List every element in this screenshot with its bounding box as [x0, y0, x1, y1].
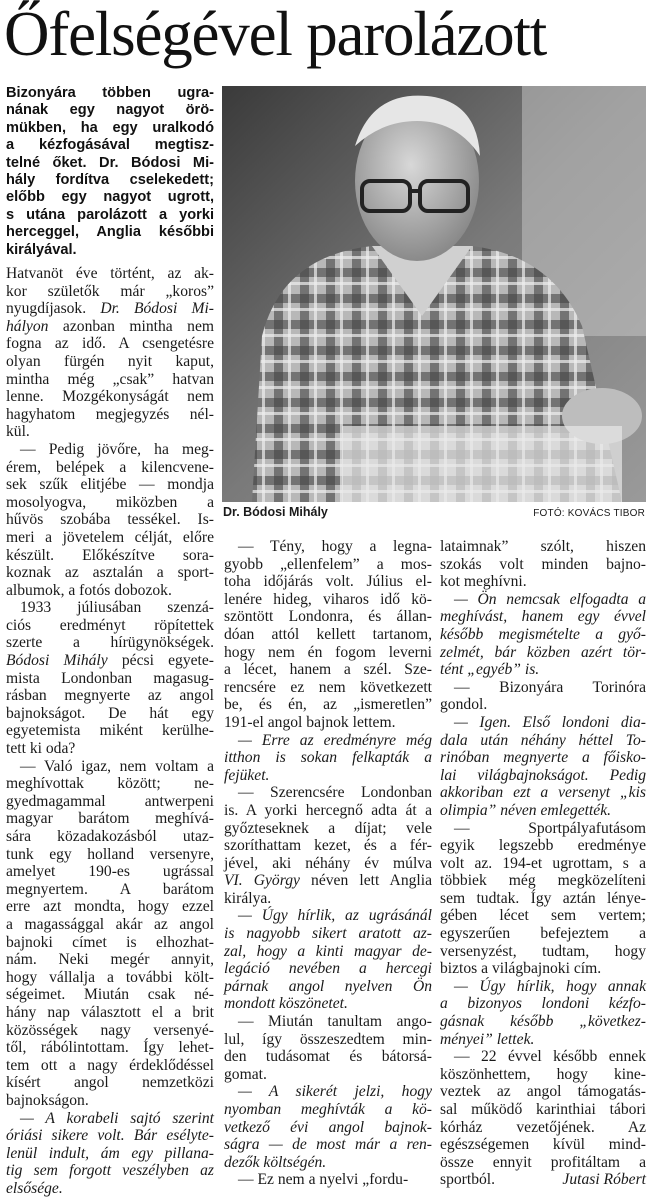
- text-line: [6, 371, 214, 389]
- text-run: den tudásomat és bátorsá-: [224, 1048, 432, 1066]
- text-line: [6, 1057, 214, 1075]
- text-run: tént „egyéb” is.: [440, 661, 540, 679]
- text-line: [224, 1083, 432, 1101]
- text-run: is nagyobb sikert aratott az-: [224, 925, 432, 943]
- lead-line: előbb egy nagyot ugrott,: [6, 189, 214, 206]
- text-line: [224, 591, 432, 609]
- text-line: [224, 855, 432, 873]
- text-run: — A sikerét jelzi, hogy: [238, 1083, 432, 1101]
- text-line: [6, 1145, 214, 1163]
- text-line: [224, 1013, 432, 1031]
- text-line: [6, 634, 214, 652]
- lead-line: Bizonyára többen ugra-: [6, 85, 214, 101]
- text-run: kor születők már „koros”: [6, 282, 214, 300]
- text-run: pécsi egyete-: [107, 652, 214, 670]
- text-line: [6, 652, 214, 670]
- text-run: rencsére ez nem következett: [224, 678, 432, 696]
- text-run: lenne. Mozgékonyságát nem: [6, 388, 214, 406]
- text-line: [224, 661, 432, 679]
- text-run: — Erre az eredményre még: [238, 731, 432, 749]
- text-run: hűvös szobába tessékel. Is-: [6, 511, 214, 529]
- text-line: [224, 1101, 432, 1119]
- text-line: [440, 573, 646, 591]
- text-run: — Való igaz, nem voltam a: [20, 757, 214, 775]
- text-run: — Úgy hírlik, hogy annak: [454, 977, 646, 995]
- text-line: [440, 1119, 646, 1137]
- text-run: hogy nem én fogom leverni: [224, 643, 432, 661]
- text-run: királya.: [224, 889, 272, 907]
- text-run: — Szerencsére Londonban: [238, 784, 432, 802]
- text-run: Bódosi Mihály: [6, 652, 108, 670]
- text-line: [440, 732, 646, 750]
- text-line: [6, 1039, 214, 1057]
- lead-line: herceggel, Anglia későbbi: [6, 224, 214, 241]
- text-run: — Bizonyára Torinóra: [454, 678, 646, 696]
- text-run: ciós eredményt röpítettek: [6, 616, 214, 634]
- text-line: [224, 995, 432, 1013]
- text-run: — Igen. Első londoni dia-: [454, 713, 646, 731]
- lead-line: telné őket. Dr. Bódosi Mi-: [6, 154, 214, 171]
- text-run: zelmét, bár közben azért tör-: [440, 643, 646, 661]
- text-run: dóan attól kellett tartanom,: [224, 625, 432, 643]
- text-line: [224, 732, 432, 750]
- text-run: lenére hideg, viharos idő kö-: [224, 590, 432, 608]
- text-run: megnyertem. A barátom: [6, 880, 214, 898]
- text-line: [224, 749, 432, 767]
- text-run: többiek még megközelíteni: [440, 872, 646, 890]
- text-line: [224, 1154, 432, 1172]
- text-line: [6, 1074, 214, 1092]
- text-line: [440, 995, 646, 1013]
- text-line: [6, 916, 214, 934]
- text-run: ményei” lettek.: [440, 1030, 535, 1048]
- text-run: készült. Előkészítve sora-: [6, 546, 214, 564]
- lead-line: királyával.: [6, 241, 77, 258]
- text-line: [6, 793, 214, 811]
- text-line: [440, 696, 646, 714]
- text-line: [6, 828, 214, 846]
- text-run: sal működő karinthiai tábori: [440, 1101, 646, 1118]
- text-line: [224, 714, 432, 732]
- text-line: [440, 925, 646, 943]
- text-run: egészségemen kívül mind-: [440, 1136, 646, 1154]
- text-line: [6, 687, 214, 705]
- text-line: [440, 749, 646, 767]
- text-line: [6, 1180, 214, 1197]
- text-run: től, rábólintottam. Így lehet-: [6, 1039, 214, 1057]
- text-run: hány nap választott el a brit: [6, 1003, 214, 1021]
- text-line: [224, 573, 432, 591]
- text-line: [6, 670, 214, 688]
- text-run: tem ott a nagy érdeklődéssel: [6, 1056, 214, 1074]
- text-line: [6, 740, 214, 758]
- text-line: [224, 872, 432, 890]
- headline: Őfelségével parolázott: [4, 0, 547, 69]
- text-run: is. A yorki hercegnő adta át a: [224, 801, 432, 819]
- text-run: toha időjárás volt. Július el-: [224, 573, 432, 591]
- text-line: [6, 758, 214, 776]
- text-line: [6, 1004, 214, 1022]
- text-line: [440, 661, 646, 679]
- text-run: óriási sikere volt. Bár esélyte-: [6, 1127, 214, 1145]
- text-run: köszönhettem, hogy kine-: [440, 1065, 646, 1083]
- text-line: [6, 300, 214, 318]
- text-run: — Sportpályafutásom: [454, 819, 646, 837]
- text-line: [6, 529, 214, 547]
- text-line: [224, 767, 432, 785]
- text-line: [440, 626, 646, 644]
- text-run: rásban megnyerte az angol: [6, 687, 214, 705]
- text-line: [224, 837, 432, 855]
- text-line: [440, 1083, 646, 1101]
- text-run: elsősége.: [6, 1179, 63, 1197]
- text-run: sára közadakozásból utaz-: [6, 828, 214, 845]
- text-run: koznak az asztalán a sport-: [6, 564, 214, 582]
- text-run: lataimnak” szólt, hiszen: [440, 538, 646, 555]
- text-line: [224, 608, 432, 626]
- text-line: [6, 388, 214, 406]
- text-run: később megismételte a győ-: [440, 625, 646, 643]
- text-line: [6, 617, 214, 635]
- text-line: [440, 608, 646, 626]
- text-line: [6, 951, 214, 969]
- text-run: — Miután tanultam ango-: [238, 1013, 432, 1031]
- text-line: [440, 978, 646, 996]
- text-run: bajnokságot. De hát egy: [6, 704, 214, 722]
- text-run: szokás volt minden bajno-: [440, 555, 646, 573]
- photo-caption: [223, 505, 645, 519]
- text-line: [440, 802, 646, 820]
- lead-line: nának egy nagyot örö-: [6, 102, 214, 119]
- caption-name: Dr. Bódosi Mihály: [223, 505, 328, 519]
- text-run: ségeimet. Miután csak né-: [6, 986, 214, 1004]
- text-run: legáció nevében a hercegi: [224, 960, 432, 978]
- text-line: [440, 1136, 646, 1154]
- text-run: rinóban megnyerte a főisko-: [440, 749, 646, 767]
- text-run: sek szűk elitjébe — mondja: [6, 476, 214, 494]
- text-run: párnak angol nyelven Ön: [224, 977, 432, 995]
- portrait-photo: [222, 86, 646, 502]
- text-line: [224, 890, 432, 908]
- text-line: [440, 644, 646, 662]
- text-line: [6, 1162, 214, 1180]
- text-run: egyik legszebb eredménye: [440, 837, 646, 855]
- text-line: [6, 511, 214, 529]
- text-line: [440, 679, 646, 697]
- article-column-3: [440, 538, 646, 1189]
- text-run: a lécet, hanem a szél. Sze-: [224, 661, 432, 679]
- article-column-1: [6, 265, 214, 1197]
- text-line: [6, 863, 214, 881]
- text-run: olimpia” néven emlegették.: [440, 801, 612, 819]
- text-run: bajnoki címet is elhozhat-: [6, 933, 214, 951]
- text-run: be, és én, az „ismeretlen”: [224, 696, 432, 714]
- text-line: [224, 784, 432, 802]
- text-run: dala után néhány héttel To-: [440, 731, 646, 749]
- text-line: [224, 1031, 432, 1049]
- text-run: tig sem forgott veszélyben az: [6, 1162, 214, 1180]
- text-run: akkoriban ezt a versenyt „kis: [440, 784, 646, 802]
- text-line: [440, 837, 646, 855]
- text-run: vetkező évi angol bajnok-: [224, 1118, 432, 1136]
- portrait-image: [222, 86, 646, 502]
- text-line: [6, 406, 214, 424]
- text-line: [224, 907, 432, 925]
- text-run: tett ki oda?: [6, 740, 76, 758]
- text-line: [440, 907, 646, 925]
- text-line: [224, 556, 432, 574]
- text-line: [224, 925, 432, 943]
- text-line: [6, 335, 214, 353]
- text-run: össze ennyit profitáltam a: [440, 1153, 646, 1171]
- text-run: 191-el angol bajnok lettem.: [224, 713, 396, 731]
- text-run: magyar barátom meghívá-: [6, 810, 214, 828]
- text-line: [6, 881, 214, 899]
- text-line: [6, 722, 214, 740]
- text-run: hagyhatom megjegyzés nél-: [6, 405, 214, 423]
- text-line: [440, 890, 646, 908]
- text-run: nám. Neki megér annyit,: [6, 951, 214, 969]
- text-run: — Ön nemcsak elfogadta a: [454, 590, 646, 608]
- text-run: közösségek nagy versenyé-: [6, 1021, 214, 1039]
- text-line: [6, 898, 214, 916]
- text-line: [224, 960, 432, 978]
- text-line: [440, 767, 646, 785]
- text-run: sem tudtak. Így aztán lénye-: [440, 889, 646, 907]
- text-line: [440, 1101, 646, 1119]
- text-line: [6, 283, 214, 301]
- text-run: dezők költségén.: [224, 1153, 327, 1171]
- text-line: [224, 626, 432, 644]
- text-run: lai világbajnokságot. Pedig: [440, 766, 646, 784]
- text-line: [6, 459, 214, 477]
- article-column-2: [224, 538, 432, 1189]
- text-run: hályon: [6, 317, 49, 335]
- text-line: [440, 1031, 646, 1049]
- text-line: [6, 934, 214, 952]
- text-run: gásnak később „következ-: [440, 1013, 646, 1031]
- text-line: [440, 1048, 646, 1066]
- text-run: veztek az angol támogatás-: [440, 1083, 646, 1101]
- text-line: [440, 960, 646, 978]
- text-run: gyedmagammal antwerpeni: [6, 792, 214, 810]
- text-run: biztos a világbajnoki cím.: [440, 960, 602, 978]
- text-line: [440, 1154, 646, 1172]
- text-line: [6, 494, 214, 512]
- text-run: érem, belépek a kilencvene-: [6, 458, 214, 476]
- text-run: gyobb „ellenfelem” a mos-: [224, 555, 432, 573]
- text-run: — Tény, hogy a legna-: [238, 538, 432, 555]
- text-line: [440, 872, 646, 890]
- text-run: szerte a hírügynökségek.: [6, 634, 214, 652]
- text-run: a bizonyos londoni kézfo-: [440, 995, 646, 1013]
- text-line: [440, 1013, 646, 1031]
- text-run: volt az. 194-et ugrottam, s a: [440, 854, 646, 872]
- text-line: [440, 1171, 646, 1189]
- lead-line: mükben, ha egy uralkodó: [6, 119, 214, 136]
- text-run: kísért angol nemzetközi: [6, 1074, 214, 1092]
- text-run: mista Londonban magasug-: [6, 669, 214, 687]
- text-run: Dr. Bódosi Mi-: [100, 300, 214, 318]
- text-run: versenyzést, tudtam, hogy: [440, 942, 646, 960]
- text-run: nyugdíjasok.: [6, 300, 101, 318]
- text-line: [6, 1110, 214, 1128]
- text-run: sportból.: [440, 1171, 496, 1189]
- text-run: szöntött Londonra, és állan-: [224, 608, 432, 626]
- text-run: gondol.: [440, 696, 488, 714]
- text-line: [440, 714, 646, 732]
- text-run: — Pedig jövőre, ha meg-: [20, 440, 214, 458]
- text-line: [6, 1022, 214, 1040]
- text-run: fejüket.: [224, 766, 270, 784]
- text-line: [6, 986, 214, 1004]
- text-line: [6, 547, 214, 565]
- text-line: [440, 591, 646, 609]
- text-run: hogy vállalja a további költ-: [6, 968, 214, 986]
- text-run: a magassággal akár az angol: [6, 915, 214, 933]
- text-line: [6, 1127, 214, 1145]
- text-run: mondott köszönetet.: [224, 995, 348, 1013]
- text-run: tunk egy holland versenyre,: [6, 845, 214, 863]
- lead-line: s utána parolázott a yorki: [6, 206, 214, 223]
- text-line: [6, 599, 214, 617]
- author-byline: Jutasi Róbert: [562, 1171, 646, 1189]
- text-line: [6, 1092, 214, 1110]
- text-line: [6, 476, 214, 494]
- text-run: azonban mintha nem: [48, 317, 214, 335]
- text-line: [440, 855, 646, 873]
- lead-line: a kézfogásával megtisz-: [6, 137, 214, 154]
- text-run: kot meghívni.: [440, 573, 527, 591]
- text-line: [224, 1136, 432, 1154]
- text-run: itthon is sokan felkapták a: [224, 749, 432, 767]
- text-run: lenül indult, ám egy pillana-: [6, 1144, 214, 1162]
- text-run: győzteseknek a díjat; vele: [224, 819, 432, 837]
- text-run: nyomban meghívták a kö-: [224, 1101, 432, 1118]
- text-line: [224, 679, 432, 697]
- text-line: [6, 441, 214, 459]
- photo-credit: FOTÓ: KOVÁCS TIBOR: [533, 508, 645, 519]
- text-run: fogna az idő. A csengetésre: [6, 335, 214, 353]
- text-run: jével, aki néhány év múlva: [224, 854, 432, 872]
- text-run: — Úgy hírlik, az ugrásánál: [238, 907, 432, 925]
- text-run: meri a jövetelem célját, előre: [6, 528, 214, 546]
- text-run: meghívást, hanem egy évvel: [440, 608, 646, 626]
- text-line: [440, 784, 646, 802]
- text-run: mosolyogva, miközben a: [6, 493, 214, 511]
- text-line: [6, 265, 214, 283]
- text-line: [6, 582, 214, 600]
- text-run: meghívottak között; ne-: [6, 775, 214, 793]
- text-line: [224, 644, 432, 662]
- text-run: szoríthattam kezet, és a fér-: [224, 837, 432, 855]
- text-line: [6, 846, 214, 864]
- text-run: bajnokságon.: [6, 1091, 89, 1109]
- lead-line: hály fordítva cselekedett;: [6, 172, 214, 189]
- text-line: [6, 969, 214, 987]
- text-run: erre azt mondta, hogy ezzel: [6, 898, 214, 916]
- text-run: ságra — de most már a ren-: [224, 1136, 432, 1154]
- text-line: [224, 1048, 432, 1066]
- text-run: egyszerűen befejeztem a: [440, 925, 646, 943]
- text-line: [224, 943, 432, 961]
- text-line: [224, 696, 432, 714]
- text-line: [224, 978, 432, 996]
- text-run: egyetemista miként kerülhe-: [6, 722, 214, 740]
- text-line: [6, 564, 214, 582]
- text-line: [6, 353, 214, 371]
- text-line: [440, 943, 646, 961]
- text-line: [440, 1066, 646, 1084]
- text-line: [6, 423, 214, 441]
- text-run: lul, így összeszedtem min-: [224, 1030, 432, 1048]
- text-run: — 22 évvel később ennek: [454, 1048, 646, 1066]
- text-run: zal, hogy a kinti magyar de-: [224, 942, 432, 960]
- text-line: [6, 705, 214, 723]
- text-run: kórház vezetőjének. Az: [440, 1118, 646, 1136]
- text-line: [224, 802, 432, 820]
- text-run: kül.: [6, 423, 30, 441]
- text-line: [6, 775, 214, 793]
- text-line: [224, 538, 432, 556]
- text-line: [6, 810, 214, 828]
- text-line: [224, 1119, 432, 1137]
- text-line: [224, 1066, 432, 1084]
- text-run: gomat.: [224, 1065, 267, 1083]
- text-line: [440, 820, 646, 838]
- text-line: [6, 318, 214, 336]
- text-run: VI. György: [224, 872, 300, 890]
- text-run: olyan fürgén nyit kaput,: [6, 352, 214, 370]
- text-run: mintha még „csak” hatvan: [6, 370, 214, 388]
- text-run: amelyet 190-es ugrással: [6, 863, 214, 881]
- text-line: [440, 538, 646, 556]
- text-run: — A korabeli sajtó szerint: [20, 1109, 214, 1127]
- lead-paragraph: [6, 85, 214, 259]
- text-run: néven lett Anglia: [299, 872, 432, 890]
- text-run: 1933 júliusában szenzá-: [20, 599, 214, 617]
- text-run: Hatvanöt éve történt, az ak-: [6, 265, 214, 282]
- text-line: [224, 820, 432, 838]
- text-run: — Ez nem a nyelvi „fordu-: [238, 1171, 409, 1189]
- text-run: albumok, a fotós dobozok.: [6, 581, 172, 599]
- text-line: [224, 1171, 432, 1189]
- text-line: [440, 556, 646, 574]
- text-run: gében lécet sem vertem;: [440, 907, 646, 925]
